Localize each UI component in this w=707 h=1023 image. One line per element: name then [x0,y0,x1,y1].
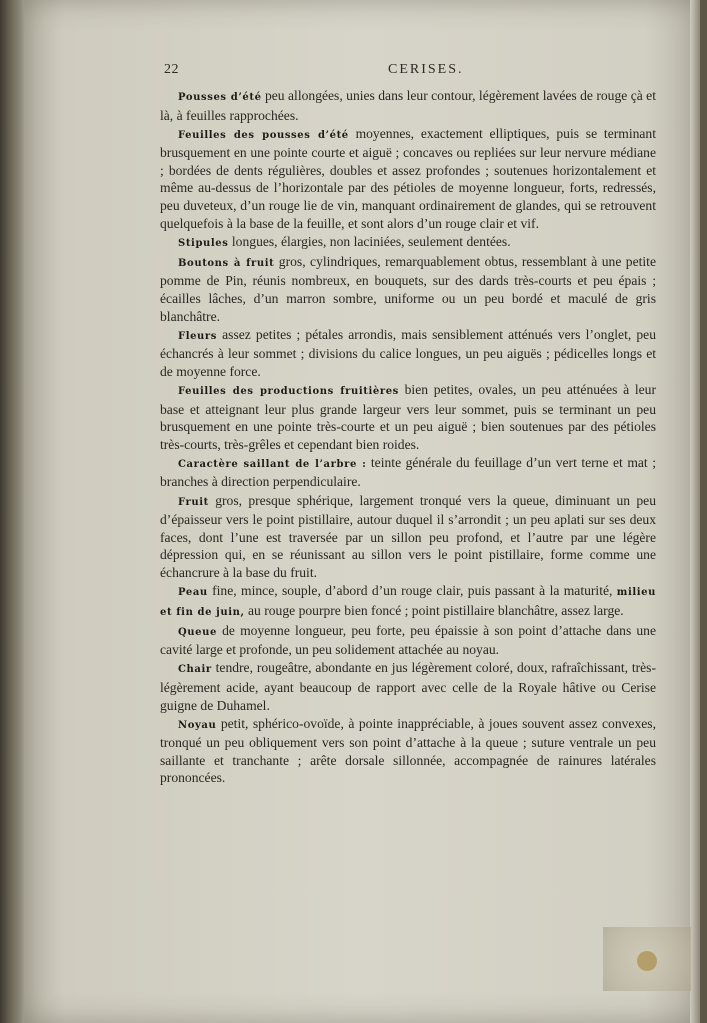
paragraph-text: gros, presque sphérique, largement tronqué vers la queue, diminuant un peu d’épaisseur vers le point pistillaire, autour duquel il s’arrondit ; un peu aplati sur ses deux faces, dont l’une est traversée par un sillon peu profond, et l’autre par une légère dépression qui, en se réunissant au sillon vers le point pistillaire, forme comme une échancrure à la base du fruit. [160,492,656,580]
paragraph-noyau [160,715,656,787]
paragraph-peau [160,582,656,621]
paragraph-fleurs [160,326,656,381]
paragraph-caractere [160,454,656,491]
fruit-icon [637,951,657,971]
paragraph-chair [160,659,656,714]
paragraph-text: teinte générale du feuillage d’un vert terne et mat ; branches à direction perpendiculaire. [160,454,656,490]
paragraph-text: peu allongées, unies dans leur contour, légèrement lavées de rouge çà et là, à feuilles rapprochées. [160,88,656,123]
term-label: Caractère saillant de l’arbre : [178,458,367,470]
term-label: Feuilles des productions fruitières [178,386,399,397]
term-label: Pousses d’été [178,92,262,103]
paragraph-feuilles-productions [160,381,656,453]
paragraph-text: bien petites, ovales, un peu atténuées à leur base et atteignant leur plus grande largeur vers leur sommet, puis se terminant un peu brusquement en une pointe très-courte et un peu aiguë ; bien soutenues par des pétioles très-courts, très-grêles et cependant bien roides. [160,382,656,452]
paragraph-feuilles-pousses [160,125,656,233]
term-label: Feuilles des pousses d’été [178,129,349,141]
term-label: Fleurs [178,330,218,342]
body-text [160,87,656,788]
running-title: CERISES. [388,62,464,77]
paragraph-fruit [160,492,656,582]
paragraph-text: assez petites ; pétales arrondis, mais sensiblement atténués vers l’onglet, peu échancrés à leur sommet ; divisions du calice longues, un peu aiguës ; pédicelles longs et de moyenne force. [160,326,656,379]
page-number: 22 [164,62,179,77]
term-label: Noyau [178,719,217,731]
paragraph-text: tendre, rougeâtre, abondante en jus légèrement coloré, doux, rafraîchissant, très-légèrement acide, ayant beaucoup de rapport avec celle de la Royale hâtive ou Cerise guigne de Duhamel. [160,660,656,713]
library-stamp-image [603,927,691,991]
paragraph-boutons [160,253,656,325]
term-label-maturity: milieu et fin de juin, [160,587,656,618]
paragraph-text-continued: au rouge pourpre bien foncé ; point pistillaire blanchâtre, assez large. [244,602,624,618]
running-header [160,62,620,82]
paragraph-text: de moyenne longueur, peu forte, peu épaissie à son point d’attache dans une cavité large et profonde, un peu solidement attachée au noyau. [160,622,656,658]
paragraph-text: moyennes, exactement elliptiques, puis se terminant brusquement en une pointe courte et aiguë ; concaves ou repliées sur leur nervure médiane ; bordées de dents régulières, doubles et assez profondes ; soutenues horizontalement et même au-dessus de l’horizontale par des pétioles de moyenne longueur, forts, redressés, peu duveteux, d’un rouge lie de vin, manquant ordinairement de glandes, qui se retrouvent quelquefois à la base de la feuille, et sont alors d’un rouge clair et vif. [160,125,657,231]
page-edge [690,0,700,1023]
paragraph-queue [160,622,656,659]
term-label: Fruit [178,496,209,508]
term-label: Queue [178,626,217,638]
term-label: Chair [178,664,212,676]
paragraph-stipules [160,233,656,253]
paragraph-text: petit, sphérico-ovoïde, à pointe inappréciable, à joues souvent assez convexes, tronqué un peu obliquement vers son point d’attache à la queue ; suture ventrale un peu saillante et tranchante ; arête dorsale sillonnée, accompagnée de rainures latérales prononcées. [160,715,656,786]
paragraph-text: fine, mince, souple, d’abord d’un rouge clair, puis passant à la maturité, [207,583,617,599]
paragraph-text: gros, cylindriques, remarquablement obtus, ressemblant à une petite pomme de Pin, réunis nombreux, en bouquets, sur des dards très-courts et peu épais ; écailles lâches, d’un marron sombre, uniforme ou un peu bordé et maculé de gris blanchâtre. [160,253,656,324]
term-label: Boutons à fruit [178,257,275,269]
paragraph-text: longues, élargies, non laciniées, seulement dentées. [228,233,511,249]
term-label: Stipules [178,237,229,249]
paragraph-pousses [160,87,656,124]
term-label: Peau [178,587,208,599]
